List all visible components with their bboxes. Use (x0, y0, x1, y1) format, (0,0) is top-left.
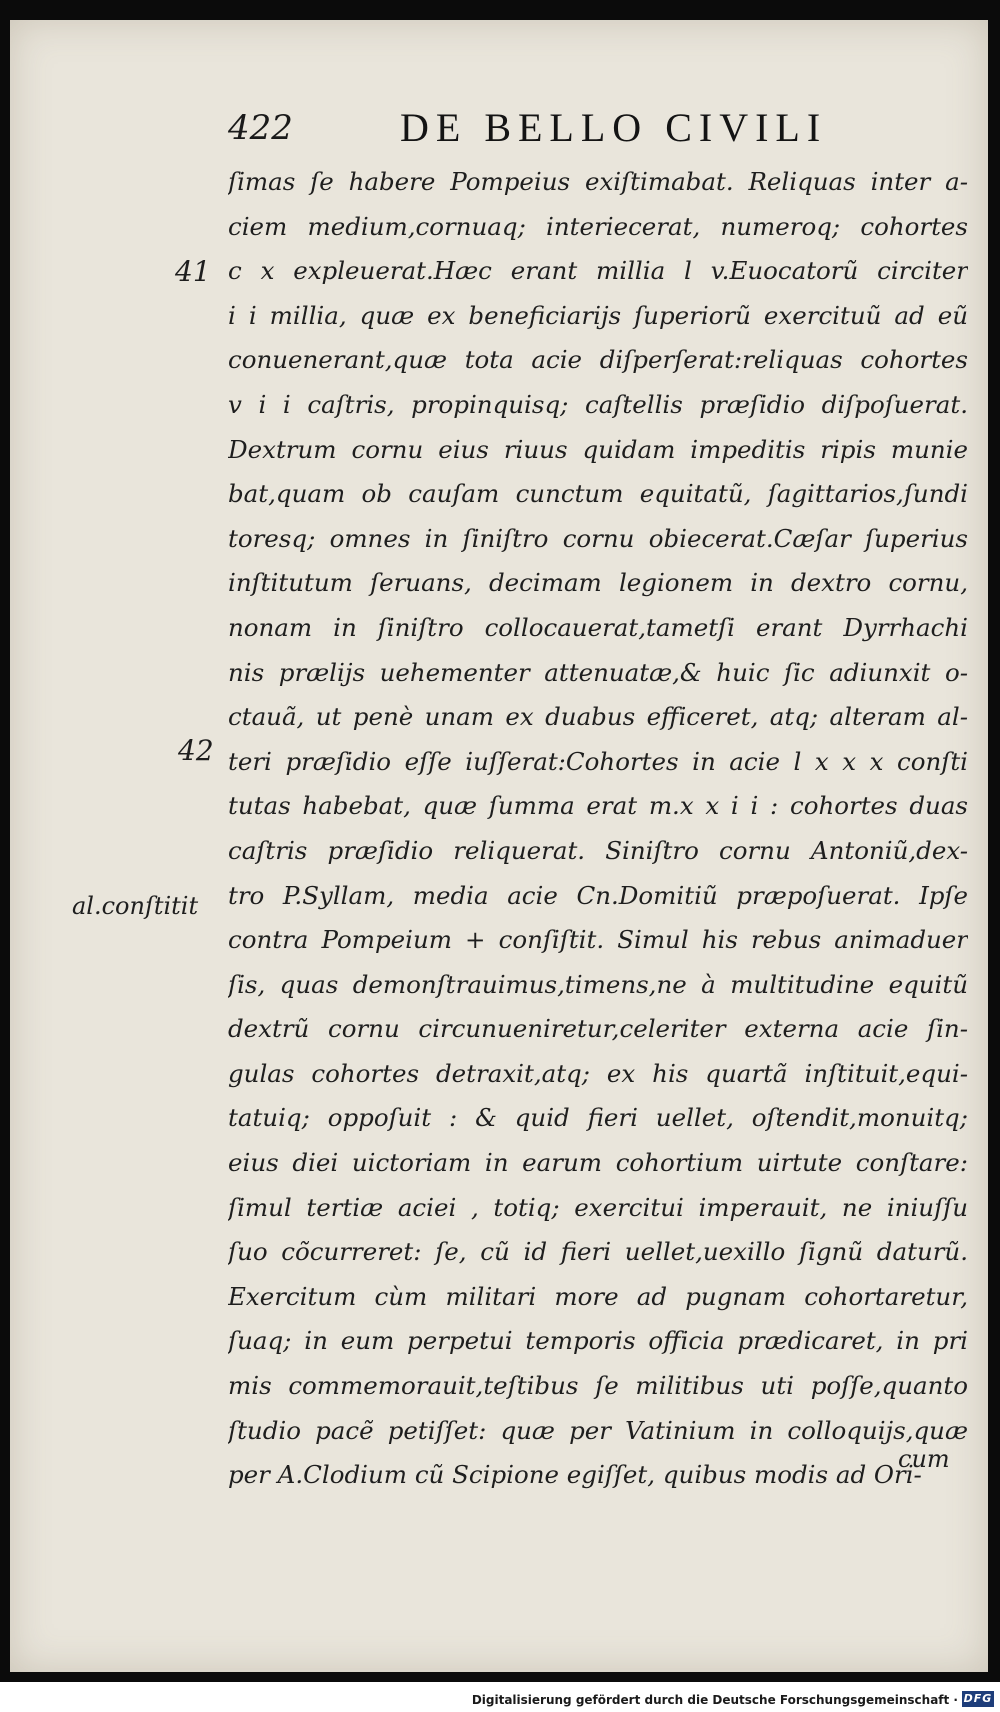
text-line: nonam in ſiniſtro collocauerat,tametſi erant Dyrrhachi (228, 612, 968, 642)
text-line: c x expleuerat.Hæc erant millia l v.Euocatorũ circiter (228, 256, 968, 286)
text-line: ſuaq; in eum perpetui temporis officia prædicaret, in pri (228, 1326, 968, 1356)
text-line: eius diei uictoriam in earum cohortium uirtute conſtare: (228, 1148, 968, 1178)
margin-note-chapter-42: 42 (178, 734, 214, 767)
funding-credit: Digitalisierung gefördert durch die Deutsche Forschungsgemeinschaft · (471, 1693, 958, 1707)
text-line: v i i caſtris, propinquisq; caſtellis præſidio diſpoſuerat. (228, 389, 968, 419)
text-line: gulas cohortes detraxit,atq; ex his quartã inſtituit,equi- (228, 1058, 968, 1088)
text-line: contra Pompeium + conſiſtit. Simul his rebus animaduer (228, 925, 968, 955)
margin-note-variant-reading: al.conſtitit (72, 892, 199, 920)
running-title: DE BELLO CIVILI (400, 105, 828, 150)
text-line: conuenerant,quæ tota acie diſperſerat:reliquas cohortes (228, 345, 968, 375)
margin-note-chapter-41: 41 (175, 255, 211, 288)
text-line: ciem medium,cornuaq; interiecerat, numeroq; cohortes (228, 211, 968, 241)
text-line: teri præſidio eſſe iuſſerat:Cohortes in acie l x x x conſti (228, 746, 968, 776)
text-line: bat,quam ob cauſam cunctum equitatũ, ſagittarios,ſundi (228, 479, 968, 509)
digitization-footer (0, 1682, 1000, 1712)
text-line: toresq; omnes in ſiniſtro cornu obiecerat.Cæſar ſuperius (228, 523, 968, 553)
text-line: dextrũ cornu circunueniretur,celeriter externa acie ſin- (228, 1014, 968, 1044)
page-number: 422 (228, 108, 293, 148)
page-header (228, 100, 988, 150)
text-line: Exercitum cùm militari more ad pugnam cohortaretur, (228, 1281, 968, 1311)
text-line: inſtitutum ſeruans, decimam legionem in dextro cornu, (228, 568, 968, 598)
text-line: tro P.Syllam, media acie Cn.Domitiũ præpoſuerat. Ipſe (228, 880, 968, 910)
text-line: mis commemorauit,teſtibus ſe militibus uti poſſe,quanto (228, 1371, 968, 1401)
text-line: ſimas ſe habere Pompeius exiſtimabat. Reliquas inter a- (228, 167, 968, 196)
text-line: ſimul tertiæ aciei , totiq; exercitui imperauit, ne iniuſſu (228, 1192, 968, 1222)
text-line: tutas habebat, quæ ſumma erat m.x x i i : cohortes duas (228, 791, 968, 821)
text-line: ſuo cõcurreret: ſe, cũ id fieri uellet,uexillo ſignũ daturũ. (228, 1237, 968, 1267)
book-page (10, 20, 988, 1672)
text-line: ſtudio pacẽ petiſſet: quæ per Vatinium in colloquijs,quæ (228, 1415, 968, 1445)
text-line: per A.Clodium cũ Scipione egiſſet, quibus modis ad Ori- (228, 1460, 922, 1490)
catchword: cum (898, 1445, 950, 1473)
text-line: Dextrum cornu eius riuus quidam impeditis ripis munie (228, 434, 968, 464)
dfg-logo-icon: DFG (963, 1692, 993, 1705)
text-line: nis prælijs uehementer attenuatæ,& huic ſic adiunxit o- (228, 657, 968, 687)
text-line: i i millia, quæ ex beneficiarijs ſuperiorũ exercituũ ad eũ (228, 300, 968, 330)
text-line: tatuiq; oppoſuit : & quid fieri uellet, oſtendit,monuitq; (228, 1103, 968, 1133)
text-line: ctauã, ut penè unam ex duabus efficeret, atq; alteram al- (228, 702, 968, 732)
text-line: caſtris præſidio reliquerat. Siniſtro cornu Antoniũ,dex- (228, 835, 968, 865)
body-text (228, 160, 968, 1498)
text-line: ſis, quas demonſtrauimus,timens,ne à multitudine equitũ (228, 969, 968, 999)
